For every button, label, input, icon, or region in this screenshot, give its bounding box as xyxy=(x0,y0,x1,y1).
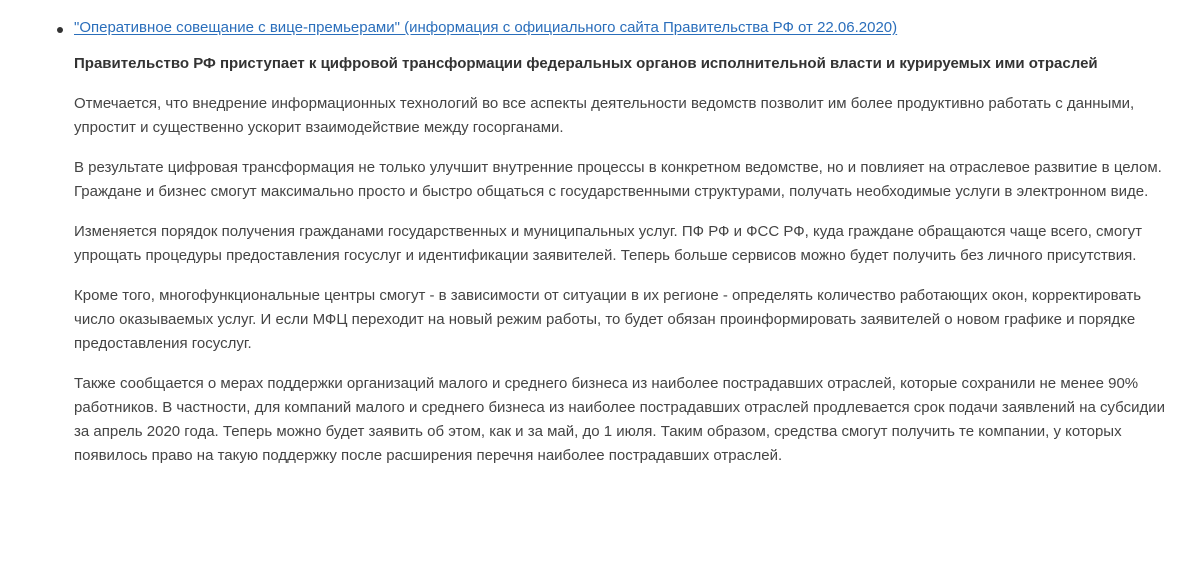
paragraph: Также сообщается о мерах поддержки организаций малого и среднего бизнеса из наиболее пострадавших отраслей, которые сохранили не менее 90% работников. В частности, для компаний малого и среднего бизнеса из наиболее пострадавших отраслей продлевается срок подачи заявлений на субсидии за апрель 2020 года. Теперь можно будет заявить об этом, как и за май, до 1 июля. Таким образом, средства смогут получить те компании, у которых появилось право на такую поддержку после расширения перечня наиболее пострадавших отраслей. xyxy=(74,375,1165,464)
paragraph: Отмечается, что внедрение информационных технологий во все аспекты деятельности ведомств позволит им более продуктивно работать с данными, упростит и существенно ускорит взаимодействие между госорганами. xyxy=(74,95,1135,136)
paragraph: Изменяется порядок получения гражданами государственных и муниципальных услуг. ПФ РФ и ФСС РФ, куда граждане обращаются чаще всего, смогут упрощать процедуры предоставления госуслуг и идентификации заявителей. Теперь больше сервисов можно будет получить без личного присутствия. xyxy=(74,223,1143,264)
news-link[interactable]: "Оперативное совещание с вице-премьерами" (информация с официального сайта Правительства РФ от 22.06.2020) xyxy=(74,19,898,36)
paragraph: В результате цифровая трансформация не только улучшит внутренние процессы в конкретном ведомстве, но и повлияет на отраслевое развитие в целом. Граждане и бизнес смогут максимально просто и быстро общаться с государственными структурами, получать необходимые услуги в электронном виде. xyxy=(74,159,1162,200)
paragraph: Кроме того, многофункциональные центры смогут - в зависимости от ситуации в их регионе - определять количество работающих окон, корректировать число оказываемых услуг. И если МФЦ переходит на новый режим работы, то будет обязан проинформировать заявителей о новом графике и порядке предоставления госуслуг. xyxy=(74,287,1142,352)
news-headline: Правительство РФ приступает к цифровой трансформации федеральных органов исполнительной власти и курируемых ими отраслей xyxy=(74,55,1098,72)
bullet-icon xyxy=(57,27,63,33)
